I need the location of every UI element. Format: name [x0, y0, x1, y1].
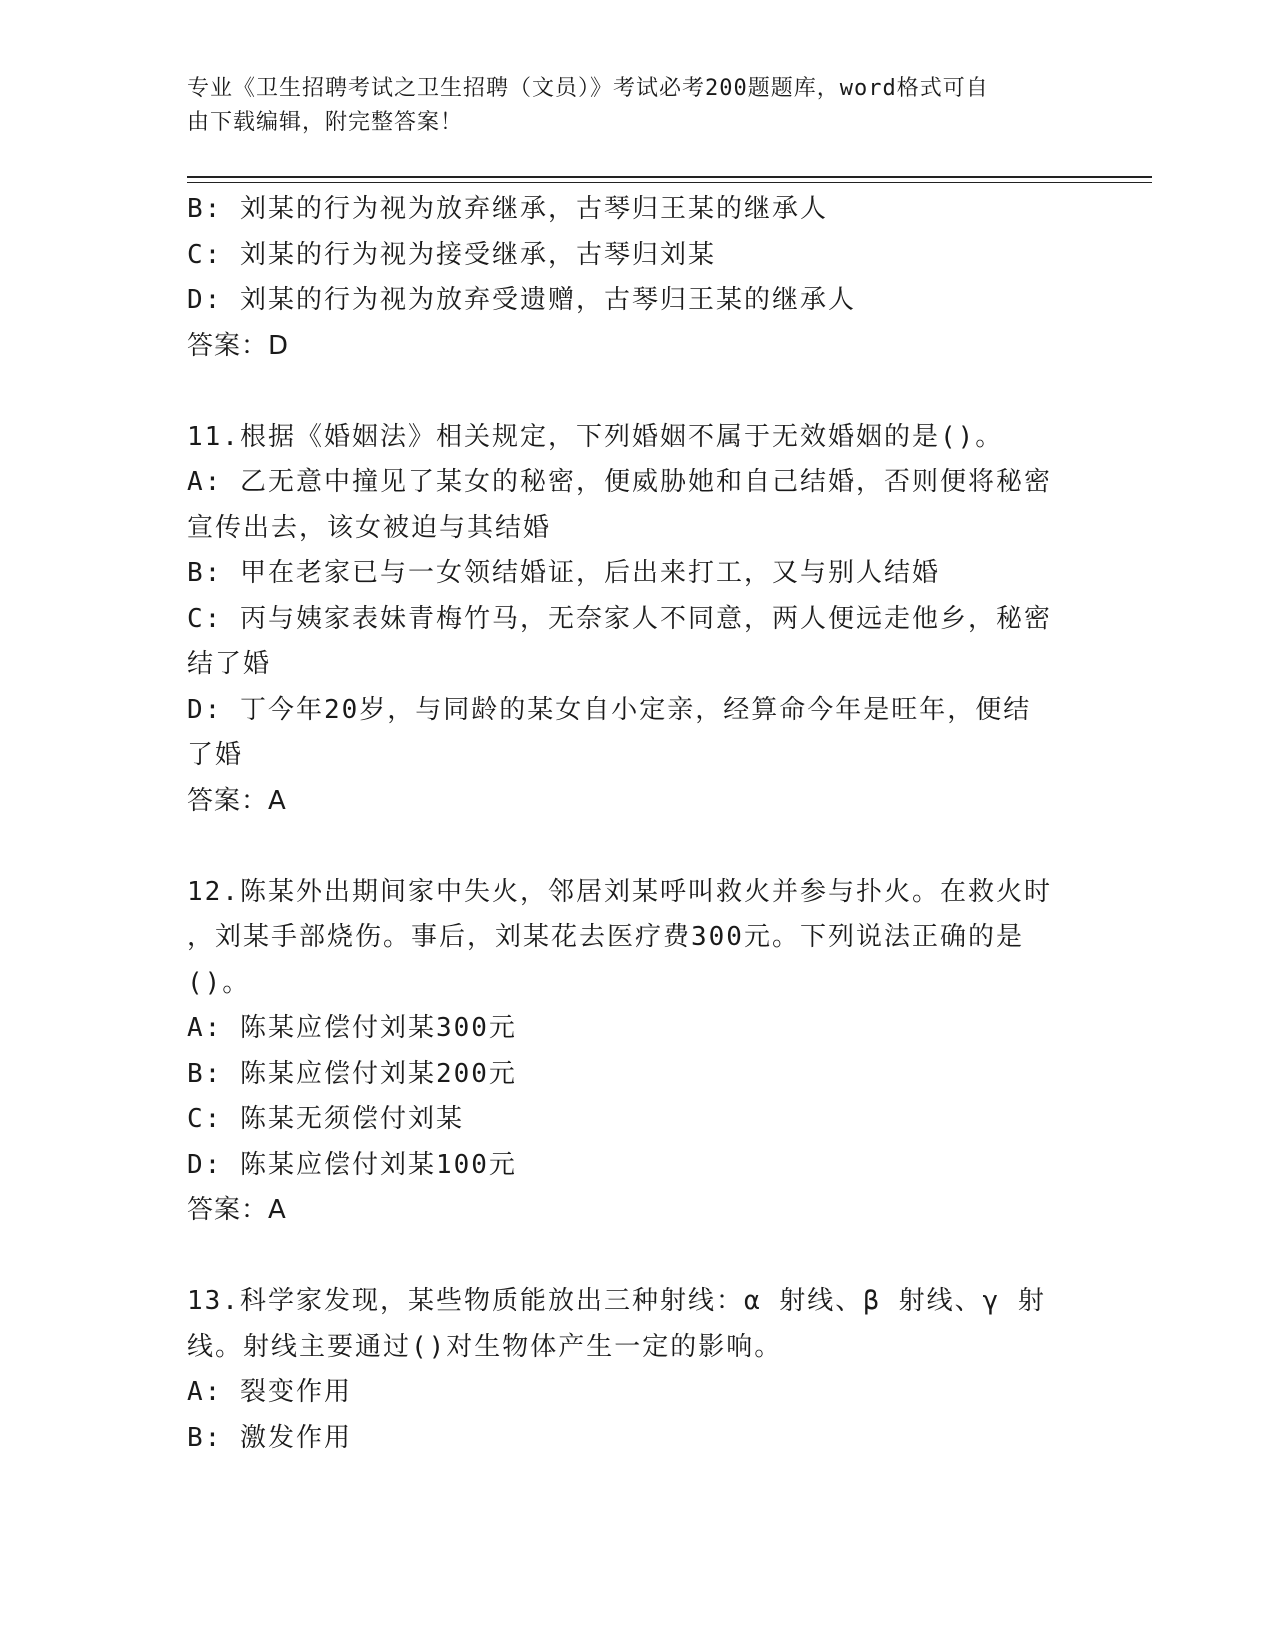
question-content [187, 187, 1087, 1461]
option-a-cont: 宣传出去，该女被迫与其结婚 [187, 512, 552, 543]
question-stem: 13.科学家发现，某些物质能放出三种射线：α 射线、β 射线、γ 射 [187, 1286, 1046, 1316]
option-b: B: 激发作用 [187, 1422, 352, 1453]
option-a: A: 裂变作用 [187, 1377, 352, 1407]
question-stem: 11.根据《婚姻法》相关规定，下列婚姻不属于无效婚姻的是()。 [187, 421, 1004, 452]
question-13-block [187, 1279, 1087, 1461]
option-a: A: 乙无意中撞见了某女的秘密，便威胁她和自己结婚，否则便将秘密 [187, 467, 1052, 497]
option-b: B: 甲在老家已与一女领结婚证，后出来打工，又与别人结婚 [187, 558, 940, 588]
header-rule-thin [187, 182, 1152, 183]
header-rule-thick [187, 176, 1152, 178]
question-stem-cont: ()。 [187, 967, 251, 998]
answer-line: 答案：D [187, 330, 290, 361]
prev-question-block [187, 187, 1087, 369]
question-stem: 12.陈某外出期间家中失火，邻居刘某呼叫救火并参与扑火。在救火时 [187, 876, 1052, 907]
question-12-block [187, 870, 1087, 1234]
document-header [187, 72, 1067, 140]
option-d-cont: 了婚 [187, 740, 244, 770]
option-b: B: 刘某的行为视为放弃继承，古琴归王某的继承人 [187, 194, 828, 224]
question-stem-cont: 线。射线主要通过()对生物体产生一定的影响。 [187, 1331, 783, 1362]
answer-line: 答案：A [187, 1195, 287, 1225]
header-line-2: 由下载编辑，附完整答案！ [187, 110, 464, 135]
option-d: D: 丁今年20岁，与同龄的某女自小定亲，经算命今年是旺年，便结 [187, 694, 1032, 725]
answer-line: 答案：A [187, 785, 287, 816]
option-c: C: 陈某无须偿付刘某 [187, 1104, 464, 1134]
question-11-block [187, 415, 1087, 825]
option-d: D: 陈某应偿付刘某100元 [187, 1149, 517, 1180]
option-c: C: 丙与姨家表妹青梅竹马，无奈家人不同意，两人便远走他乡，秘密 [187, 603, 1052, 634]
option-c: C: 刘某的行为视为接受继承，古琴归刘某 [187, 239, 716, 270]
header-line-1: 专业《卫生招聘考试之卫生招聘（文员）》考试必考200题题库，word格式可自 [187, 76, 989, 101]
option-d: D: 刘某的行为视为放弃受遗赠，古琴归王某的继承人 [187, 285, 856, 315]
option-a: A: 陈某应偿付刘某300元 [187, 1013, 517, 1043]
option-b: B: 陈某应偿付刘某200元 [187, 1058, 517, 1089]
option-c-cont: 结了婚 [187, 649, 272, 679]
question-stem-cont: ，刘某手部烧伤。事后，刘某花去医疗费300元。下列说法正确的是 [187, 922, 1024, 952]
